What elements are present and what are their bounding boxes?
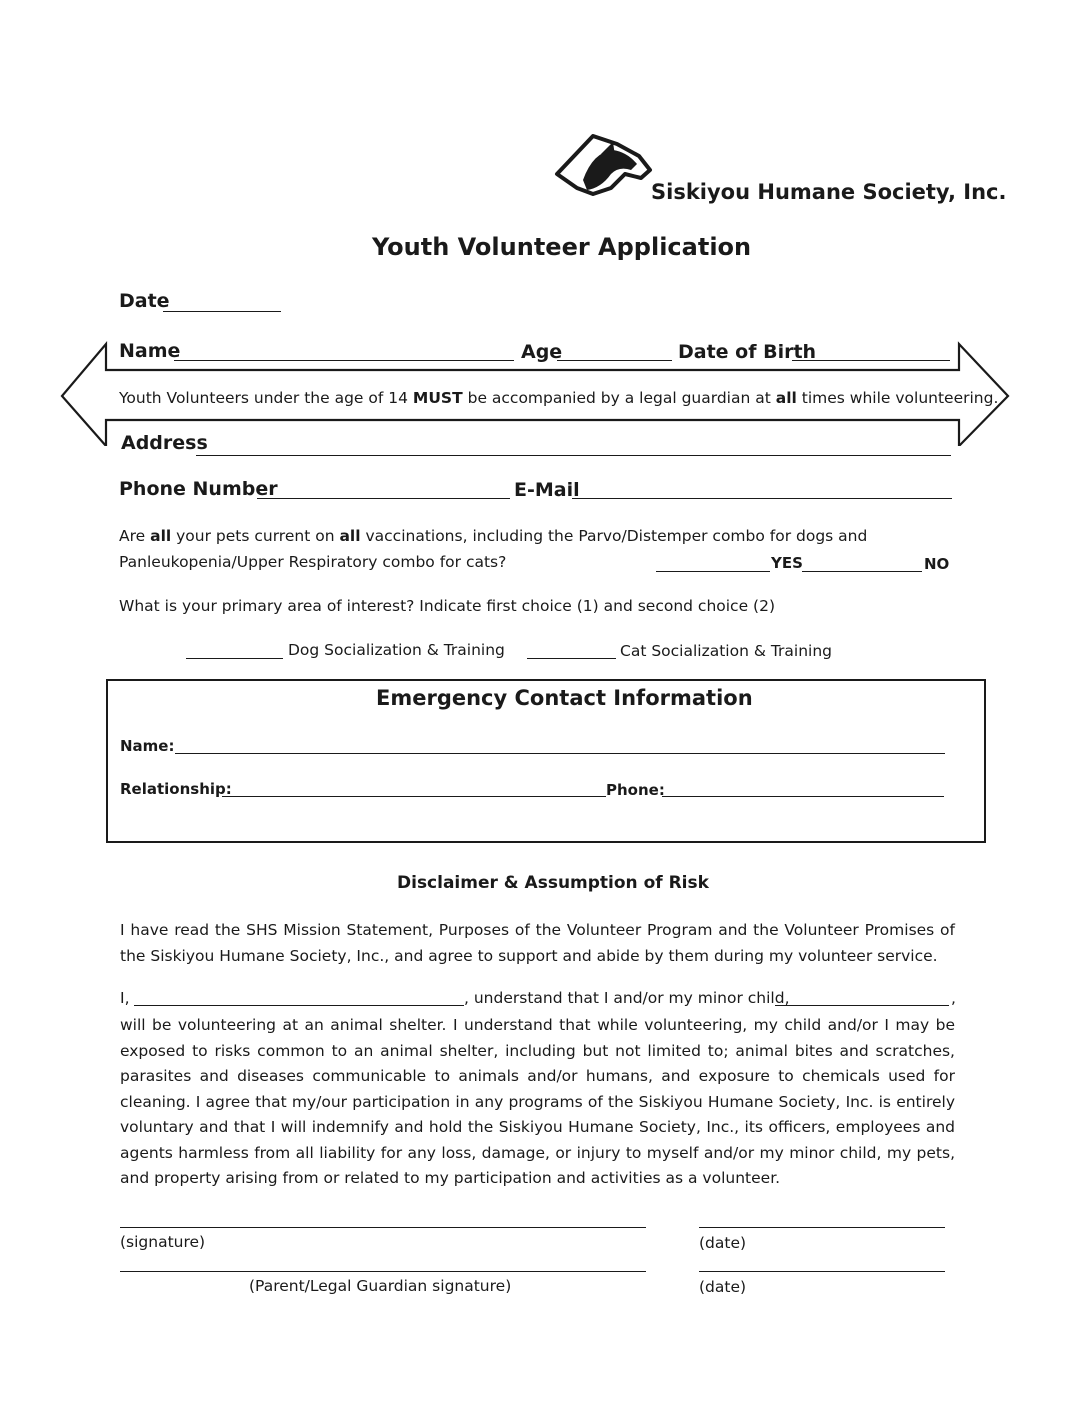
email-label: E-Mail bbox=[514, 479, 580, 501]
participant-name-field[interactable] bbox=[134, 1005, 464, 1006]
org-name: Siskiyou Humane Society, Inc. bbox=[651, 180, 1007, 204]
guardian-signature-label: (Parent/Legal Guardian signature) bbox=[249, 1277, 512, 1295]
no-field[interactable] bbox=[802, 571, 922, 572]
dog-head-icon bbox=[553, 130, 653, 198]
vaccination-question-line1: Are all your pets current on all vaccinations, including the Parvo/Distemper combo for dogs and bbox=[119, 527, 868, 545]
emergency-phone-field[interactable] bbox=[662, 796, 944, 797]
dog-choice-field[interactable] bbox=[186, 658, 283, 659]
disclaimer-paragraph-2: will be volunteering at an animal shelter. I understand that while volunteering, my child and/or I may be exposed to risks common to an animal shelter, including but not limited to; animal bites and scratches, parasites and diseases communicable to animals and/or humans, and exposure to chemicals used for cleaning. I agree that my/our participation in any programs of the Siskiyou Humane Society, Inc. is entirely voluntary and that I will indemnify and hold the Siskiyou Humane Society, Inc., its officers, employees and agents harmless from all liability for any loss, damage, or injury to myself and/or my minor child, my pets, and property arising from or related to my participation and activities as a volunteer. bbox=[120, 1016, 955, 1187]
age-field[interactable] bbox=[557, 360, 672, 361]
date-label: Date bbox=[119, 290, 170, 312]
yes-label: YES bbox=[771, 554, 803, 572]
email-field[interactable] bbox=[572, 498, 952, 499]
disclaimer-understand-text: , understand that I and/or my minor child, bbox=[464, 989, 790, 1007]
emergency-title: Emergency Contact Information bbox=[376, 686, 753, 710]
age-label: Age bbox=[521, 341, 563, 363]
dob-label: Date of Birth bbox=[678, 341, 817, 363]
phone-field[interactable] bbox=[257, 498, 510, 499]
date-field[interactable] bbox=[163, 311, 281, 312]
minor-child-name-field[interactable] bbox=[775, 1005, 949, 1006]
emergency-phone-label: Phone: bbox=[606, 781, 665, 799]
emergency-relationship-label: Relationship: bbox=[120, 780, 232, 798]
dob-field[interactable] bbox=[792, 360, 950, 361]
phone-label: Phone Number bbox=[119, 478, 278, 500]
dog-choice-label: Dog Socialization & Training bbox=[288, 641, 505, 659]
guardian-date-label: (date) bbox=[699, 1278, 747, 1296]
guardian-notice: Youth Volunteers under the age of 14 MUST be accompanied by a legal guardian at all times while volunteering. bbox=[119, 389, 999, 407]
emergency-name-label: Name: bbox=[120, 737, 175, 755]
signature-label: (signature) bbox=[120, 1233, 206, 1251]
emergency-relationship-field[interactable] bbox=[222, 796, 606, 797]
signature-date-field[interactable] bbox=[699, 1227, 945, 1228]
cat-choice-label: Cat Socialization & Training bbox=[620, 642, 833, 660]
disclaimer-i-label: I, bbox=[120, 989, 130, 1007]
disclaimer-comma: , bbox=[951, 989, 956, 1007]
disclaimer-paragraph-1: I have read the SHS Mission Statement, Purposes of the Volunteer Program and the Volunteer Promises of the Siskiyou Humane Society, Inc., and agree to support and abide by them during my volunteer service. bbox=[120, 921, 955, 965]
interest-question: What is your primary area of interest? Indicate first choice (1) and second choice (2) bbox=[119, 597, 775, 615]
no-label: NO bbox=[924, 555, 950, 573]
disclaimer-title: Disclaimer & Assumption of Risk bbox=[397, 873, 709, 893]
cat-choice-field[interactable] bbox=[527, 658, 616, 659]
yes-field[interactable] bbox=[656, 571, 770, 572]
address-label: Address bbox=[121, 432, 208, 454]
name-label: Name bbox=[119, 340, 181, 362]
signature-field[interactable] bbox=[120, 1227, 646, 1228]
guardian-signature-field[interactable] bbox=[120, 1271, 646, 1272]
signature-date-label: (date) bbox=[699, 1234, 747, 1252]
address-field[interactable] bbox=[196, 455, 951, 456]
vaccination-question-line2: Panleukopenia/Upper Respiratory combo for cats? bbox=[119, 553, 507, 571]
guardian-date-field[interactable] bbox=[699, 1271, 945, 1272]
emergency-name-field[interactable] bbox=[175, 753, 945, 754]
page-title: Youth Volunteer Application bbox=[372, 233, 752, 261]
name-field[interactable] bbox=[174, 360, 514, 361]
